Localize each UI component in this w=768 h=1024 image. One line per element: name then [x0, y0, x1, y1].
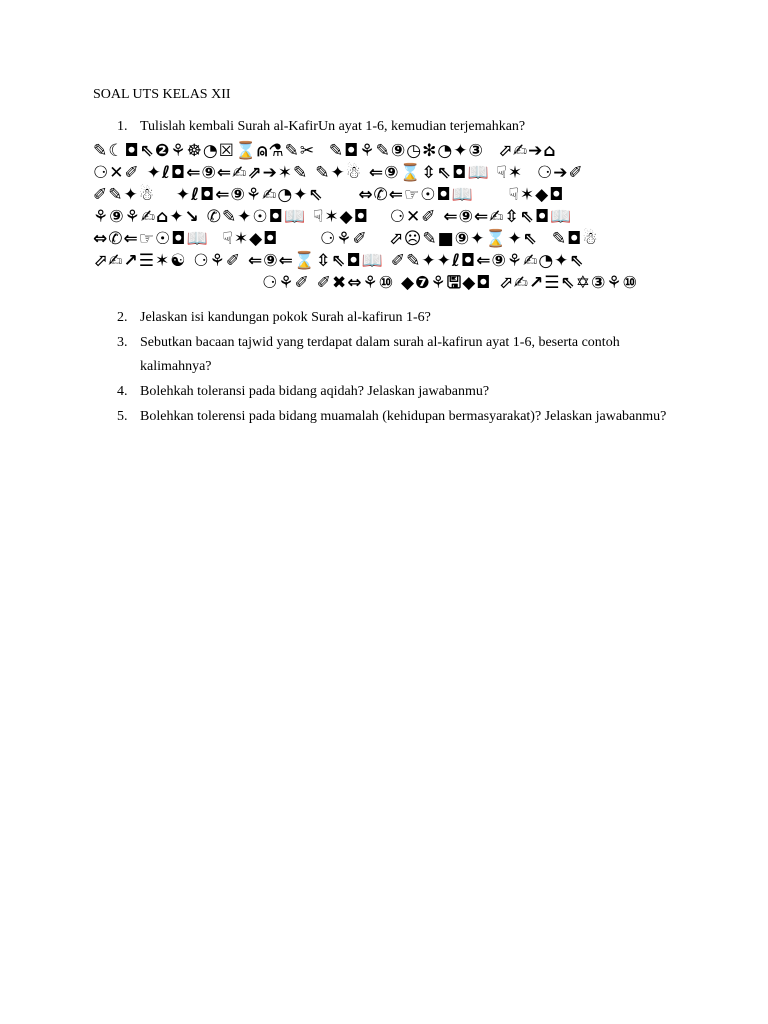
- question-number: 3.: [117, 335, 128, 350]
- arabic-text-fallback-glyphs: [93, 140, 638, 294]
- question-3: [117, 331, 677, 379]
- question-5: [117, 405, 677, 429]
- glyph-line: ✐✎✦☃ ✦ℓ◘⇐⑨⚘✍◔✦⇖ ⇔✆⇐☞☉◘📖 ☟✶◆◘: [93, 185, 565, 205]
- question-text: Tulislah kembali Surah al-KafirUn ayat 1-6, kemudian terjemahkan?: [140, 119, 526, 134]
- glyph-line: ⇔✆⇐☞☉◘📖 ☟✶◆◘ ⚆⚘✐ ⬀☹✎■⑨✦⌛✦⇖ ✎◘☃: [93, 229, 599, 249]
- question-text: Jelaskan isi kandungan pokok Surah al-kafirun 1-6?: [140, 310, 431, 325]
- question-number: 2.: [117, 310, 128, 325]
- glyph-line: ✎☾◘⇖❷⚘☸◔☒⌛⍝⚗✎✂ ✎◘⚘✎⑨◷✻◔✦③ ⬀✍➔⌂: [93, 141, 557, 161]
- glyph-line: ⬀✍↗☰✶☯ ⚆⚘✐ ⇐⑨⇐⌛⇳⇖◘📖 ✐✎✦✦ℓ◘⇐⑨⚘✍◔✦⇖: [93, 251, 585, 271]
- question-1: [117, 115, 677, 139]
- question-number: 5.: [117, 409, 128, 424]
- glyph-line: ⚆⚘✐ ✐✖⇔⚘⑩ ◆❼⚘🖫◆◘ ⬀✍↗☰⇖✡③⚘⑩: [262, 273, 638, 293]
- question-text: Bolehkan tolerensi pada bidang muamalah (kehidupan bermasyarakat)? Jelaskan jawabanmu?: [140, 409, 667, 424]
- question-text: Sebutkan bacaan tajwid yang terdapat dalam surah al-kafirun ayat 1-6, beserta contoh kalimahnya?: [140, 335, 620, 374]
- glyph-line: ⚆✕✐ ✦ℓ◘⇐⑨⇐✍⇗➔✶✎ ✎✦☃ ⇐⑨⌛⇳⇖◘📖 ☟✶ ⚆➔✐: [93, 163, 584, 183]
- question-2: [117, 306, 677, 330]
- question-text: Bolehkah toleransi pada bidang aqidah? Jelaskan jawabanmu?: [140, 384, 490, 399]
- document-title: SOAL UTS KELAS XII: [93, 87, 231, 102]
- glyph-line: ⚘⑨⚘✍⌂✦↘ ✆✎✦☉◘📖 ☟✶◆◘ ⚆✕✐ ⇐⑨⇐✍⇳⇖◘📖: [93, 207, 573, 227]
- question-number: 1.: [117, 119, 128, 134]
- question-number: 4.: [117, 384, 128, 399]
- question-4: [117, 380, 677, 404]
